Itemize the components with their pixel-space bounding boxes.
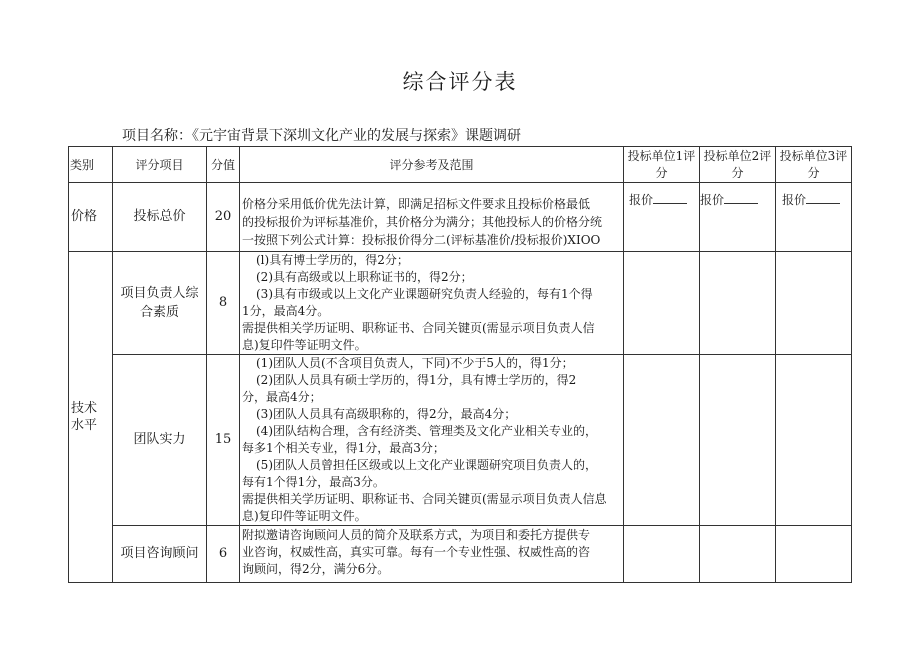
reference-line: (l)具有博士学历的，得2分； <box>256 253 409 267</box>
unit3-score-cell[interactable] <box>776 252 852 355</box>
score-consultant: 6 <box>207 526 240 583</box>
reference-line: (3)团队人员具有高级职称的，得2分，最高4分； <box>256 407 517 421</box>
bid-unit1 <box>624 183 700 252</box>
header-category: 类别 <box>69 147 113 183</box>
reference-line: 分，最高4分； <box>242 390 322 404</box>
reference-line: (5)团队人员曾担任区级或以上文化产业课题研究项目负责人的， <box>256 458 598 472</box>
unit2-score-cell[interactable] <box>700 355 776 526</box>
header-unit2: 投标单位2评分 <box>700 147 776 183</box>
reference-consultant <box>240 526 624 583</box>
unit3-score-cell[interactable] <box>776 355 852 526</box>
page-title: 综合评分表 <box>402 70 518 94</box>
reference-line: 息)复印件等证明文件。 <box>242 509 367 523</box>
bid-unit3 <box>776 183 852 252</box>
reference-line: 每有1个得1分，最高3分。 <box>242 475 385 489</box>
scoring-table <box>68 146 852 583</box>
reference-line: 询顾问，得2分，满分6分。 <box>242 562 390 576</box>
reference-line: 1分，最高4分。 <box>242 304 330 318</box>
item-total-bid: 投标总价 <box>113 183 207 252</box>
reference-line: (2)团队人员具有硕士学历的，得1分，具有博士学历的，得2 <box>256 373 577 387</box>
reference-line: (3)具有市级或以上文化产业课题研究负责人经验的，每有1个得 <box>256 287 593 301</box>
reference-line: 息)复印件等证明文件。 <box>242 338 367 352</box>
bid-label: 报价 <box>700 193 725 207</box>
bid-blank[interactable] <box>806 191 840 204</box>
unit2-score-cell[interactable] <box>700 252 776 355</box>
unit1-score-cell[interactable] <box>624 252 700 355</box>
category-technical <box>69 252 113 583</box>
table-row-price <box>69 183 852 252</box>
unit2-score-cell[interactable] <box>700 526 776 583</box>
table-row-consultant <box>69 526 852 583</box>
header-unit3: 投标单位3评分 <box>776 147 852 183</box>
reference-line: 业咨询，权威性高，真实可靠。每有一个专业性强、权威性高的咨 <box>242 545 591 559</box>
header-reference: 评分参考及范围 <box>240 147 624 183</box>
item-team: 团队实力 <box>113 355 207 526</box>
bid-blank[interactable] <box>724 191 758 204</box>
score-leader: 8 <box>207 252 240 355</box>
reference-line: 每多1个相关专业，得1分，最高3分； <box>242 441 445 455</box>
category-price: 价格 <box>69 183 113 252</box>
item-consultant: 项目咨询顾问 <box>113 526 207 583</box>
reference-team <box>240 355 624 526</box>
reference-line: 一按照下列公式计算：投标报价得分二(评标基准价/投标报价)XIOO <box>242 233 601 247</box>
bid-unit2 <box>700 183 776 252</box>
reference-line: 需提供相关学历证明、职称证书、合同关键页(需显示项目负责人信 <box>242 321 595 335</box>
bid-label: 报价 <box>629 193 654 207</box>
unit1-score-cell[interactable] <box>624 526 700 583</box>
reference-line: (2)具有高级或以上职称证书的，得2分； <box>256 270 473 284</box>
reference-line: 附拟邀请咨询顾问人员的简介及联系方式，为项目和委托方提供专 <box>242 528 591 542</box>
unit3-score-cell[interactable] <box>776 526 852 583</box>
reference-line: 价格分采用低价优先法计算，即满足招标文件要求且投标价格最低 <box>242 197 591 211</box>
bid-label: 报价 <box>782 193 807 207</box>
reference-line: 需提供相关学历证明、职称证书、合同关键页(需显示项目负责人信息 <box>242 492 607 506</box>
project-name: 项目名称：《元宇宙背景下深圳文化产业的发展与探索》课题调研 <box>122 128 521 144</box>
score-team: 15 <box>207 355 240 526</box>
reference-leader <box>240 252 624 355</box>
bid-blank[interactable] <box>653 191 687 204</box>
item-leader <box>113 252 207 355</box>
category-technical-label: 技术水平 <box>71 401 98 433</box>
item-leader-label: 项目负责人综合素质 <box>120 286 199 320</box>
reference-line: (4)团队结构合理，含有经济类、管理类及文化产业相关专业的， <box>256 424 598 438</box>
header-item: 评分项目 <box>113 147 207 183</box>
header-unit1: 投标单位1评分 <box>624 147 700 183</box>
score-price: 20 <box>207 183 240 252</box>
header-row <box>69 147 852 183</box>
reference-line: (1)团队人员(不含项目负责人，下同)不少于5人的，得1分； <box>256 356 574 370</box>
reference-line: 的投标报价为评标基准价，其价格分为满分；其他投标人的价格分统 <box>242 215 603 229</box>
table-row-leader <box>69 252 852 355</box>
table-row-team <box>69 355 852 526</box>
header-score: 分值 <box>207 147 240 183</box>
reference-price <box>240 183 624 252</box>
unit1-score-cell[interactable] <box>624 355 700 526</box>
